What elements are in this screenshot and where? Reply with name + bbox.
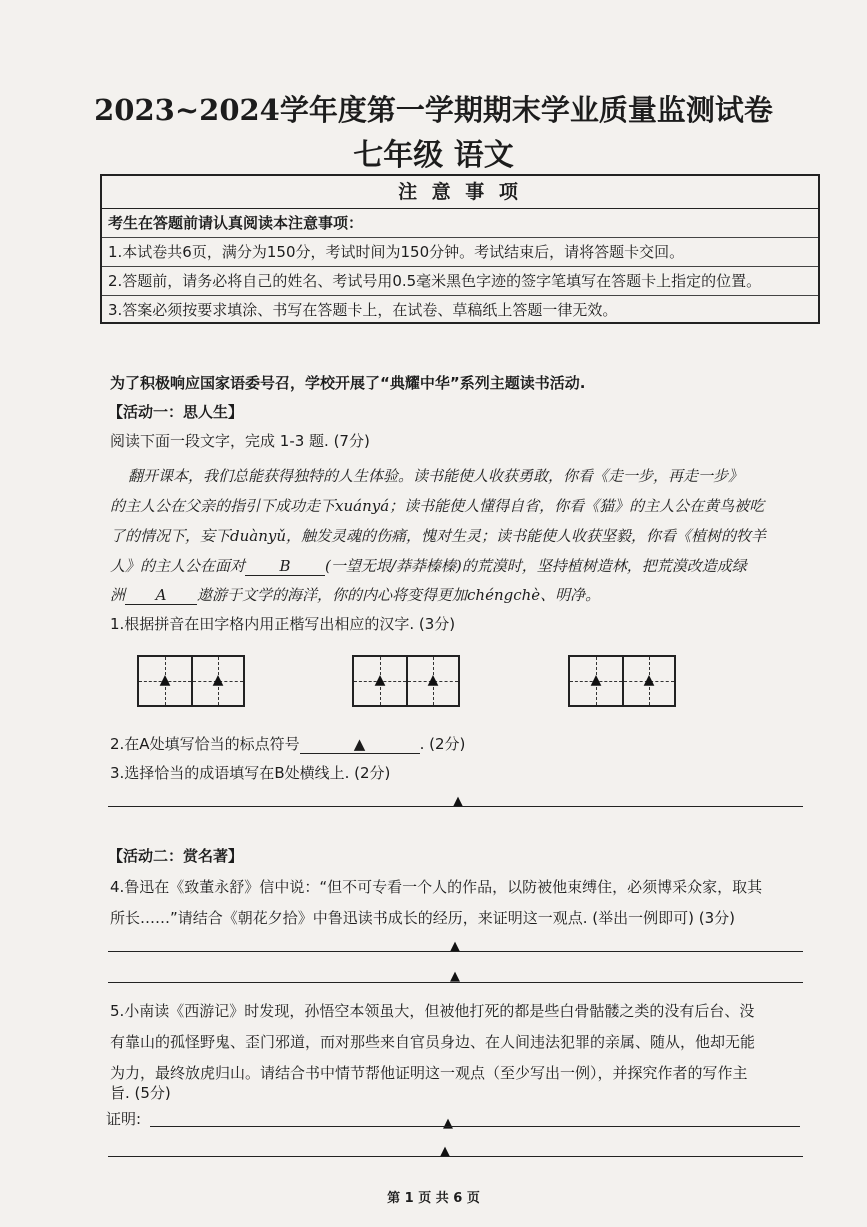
passage-line-3: 了的情况下，妄下duànyǔ，触发灵魂的伤痛，愧对生灵；读书能使人收获坚毅，你看《植树的牧羊 — [110, 527, 767, 545]
char-grid-3[interactable] — [568, 655, 676, 707]
answer-mark-icon: ▲ — [453, 794, 463, 809]
char-grid-1[interactable] — [137, 655, 245, 707]
question-2-prefix: 2.在A处填写恰当的标点符号 — [110, 735, 300, 753]
answer-line-q5-2[interactable] — [108, 1156, 803, 1157]
blank-a[interactable]: A — [125, 586, 197, 605]
question-5-line-1: 5.小南读《西游记》时发现，孙悟空本领虽大，但被他打死的都是些白骨骷髅之类的没有后台、没 — [110, 1002, 755, 1020]
activity1-heading: 【活动一：思人生】 — [108, 403, 244, 421]
answer-mark-icon: ▲ — [443, 1116, 453, 1131]
passage-line-4 — [110, 555, 747, 576]
notice-line-3: 3.答案必须按要求填涂、书写在答题卡上，在试卷、草稿纸上答题一律无效。 — [108, 301, 618, 319]
char-cell[interactable] — [622, 657, 674, 705]
passage-line-5-rest: 遨游于文学的海洋，你的内心将变得更加chéngchè、明净。 — [197, 586, 601, 604]
answer-mark-icon: ▲ — [450, 969, 460, 984]
intro-text: 为了积极响应国家语委号召，学校开展了“典耀中华”系列主题读书活动. — [110, 374, 586, 392]
char-cell[interactable] — [191, 657, 243, 705]
answer-mark-icon: ▲ — [212, 671, 224, 688]
notice-line-1: 1.本试卷共6页，满分为150分，考试时间为150分钟。考试结束后，请将答题卡交回。 — [102, 238, 818, 267]
passage-line-5-prefix: 洲 — [110, 586, 126, 604]
char-cell[interactable] — [354, 657, 406, 705]
char-cell[interactable] — [406, 657, 458, 705]
notice-line-0: 考生在答题前请认真阅读本注意事项： — [102, 209, 818, 238]
proof-label: 证明: — [106, 1110, 142, 1128]
question-3: 3.选择恰当的成语填写在B处横线上. (2分) — [110, 764, 391, 782]
question-4-line-2: 所长……”请结合《朝花夕拾》中鲁迅读书成长的经历，来证明这一观点. (举出一例即可) (3分) — [110, 909, 736, 927]
blank-b[interactable]: B — [245, 557, 325, 576]
question-2-suffix: . (2分) — [419, 735, 466, 753]
answer-mark-icon: ▲ — [353, 735, 366, 753]
answer-line-q3[interactable] — [108, 806, 803, 807]
char-cell[interactable] — [139, 657, 191, 705]
exam-title: 2023~2024学年度第一学期期末学业质量监测试卷 — [94, 93, 773, 127]
answer-mark-icon: ▲ — [159, 671, 171, 688]
passage-line-2: 的主人公在父亲的指引下成功走下xuányá；读书能使人懂得自省，你看《猫》的主人公在黄鸟被吃 — [110, 497, 765, 515]
question-5-line-4: 旨. (5分) — [110, 1084, 171, 1102]
activity2-heading: 【活动二：赏名著】 — [108, 847, 244, 865]
answer-line-q4-1[interactable] — [108, 951, 803, 952]
answer-mark-icon: ▲ — [590, 671, 602, 688]
answer-line-q4-2[interactable] — [108, 982, 803, 983]
question-5-line-3: 为力，最终放虎归山。请结合书中情节帮他证明这一观点（至少写出一例），并探究作者的写作主 — [110, 1064, 748, 1082]
char-cell[interactable] — [570, 657, 622, 705]
passage-line-4-rest: 的荒漠时，坚持植树造林，把荒漠改造成绿 — [461, 557, 747, 575]
char-grid-2[interactable] — [352, 655, 460, 707]
q2-answer-blank[interactable] — [300, 735, 420, 754]
passage-line-4-prefix: 人》的主人公在面对 — [110, 557, 246, 575]
page-number: 第 1 页 共 6 页 — [387, 1191, 480, 1206]
question-4-line-1: 4.鲁迅在《致董永舒》信中说：“但不可专看一个人的作品，以防被他束缚住，必须博采众家，取其 — [110, 878, 763, 896]
passage-line-1: 翻开课本，我们总能获得独特的人生体验。读书能使人收获勇敢，你看《走一步，再走一步》 — [128, 467, 744, 485]
answer-mark-icon: ▲ — [374, 671, 386, 688]
passage-line-5 — [110, 584, 600, 605]
answer-line-q5-1[interactable] — [150, 1126, 800, 1127]
answer-mark-icon: ▲ — [440, 1144, 450, 1159]
question-1: 1.根据拼音在田字格内用正楷写出相应的汉字. (3分) — [110, 615, 456, 633]
answer-mark-icon: ▲ — [643, 671, 655, 688]
blank-b-options: (一望无垠/莽莽榛榛) — [325, 557, 462, 575]
answer-mark-icon: ▲ — [427, 671, 439, 688]
answer-mark-icon: ▲ — [450, 939, 460, 954]
notice-line-2: 2.答题前，请务必将自己的姓名、考试号用0.5毫米黑色字迹的签字笔填写在答题卡上指定的位置。 — [102, 267, 818, 296]
activity1-instruction: 阅读下面一段文字，完成 1-3 题. (7分) — [110, 432, 370, 450]
notice-box — [100, 174, 820, 324]
question-5-line-2: 有靠山的孤怪野鬼、歪门邪道，而对那些来自官员身边、在人间违法犯罪的亲属、随从，他却无能 — [110, 1033, 756, 1051]
notice-heading: 注 意 事 项 — [102, 176, 818, 209]
exam-subtitle: 七年级 语文 — [353, 138, 514, 173]
question-2 — [110, 733, 465, 754]
